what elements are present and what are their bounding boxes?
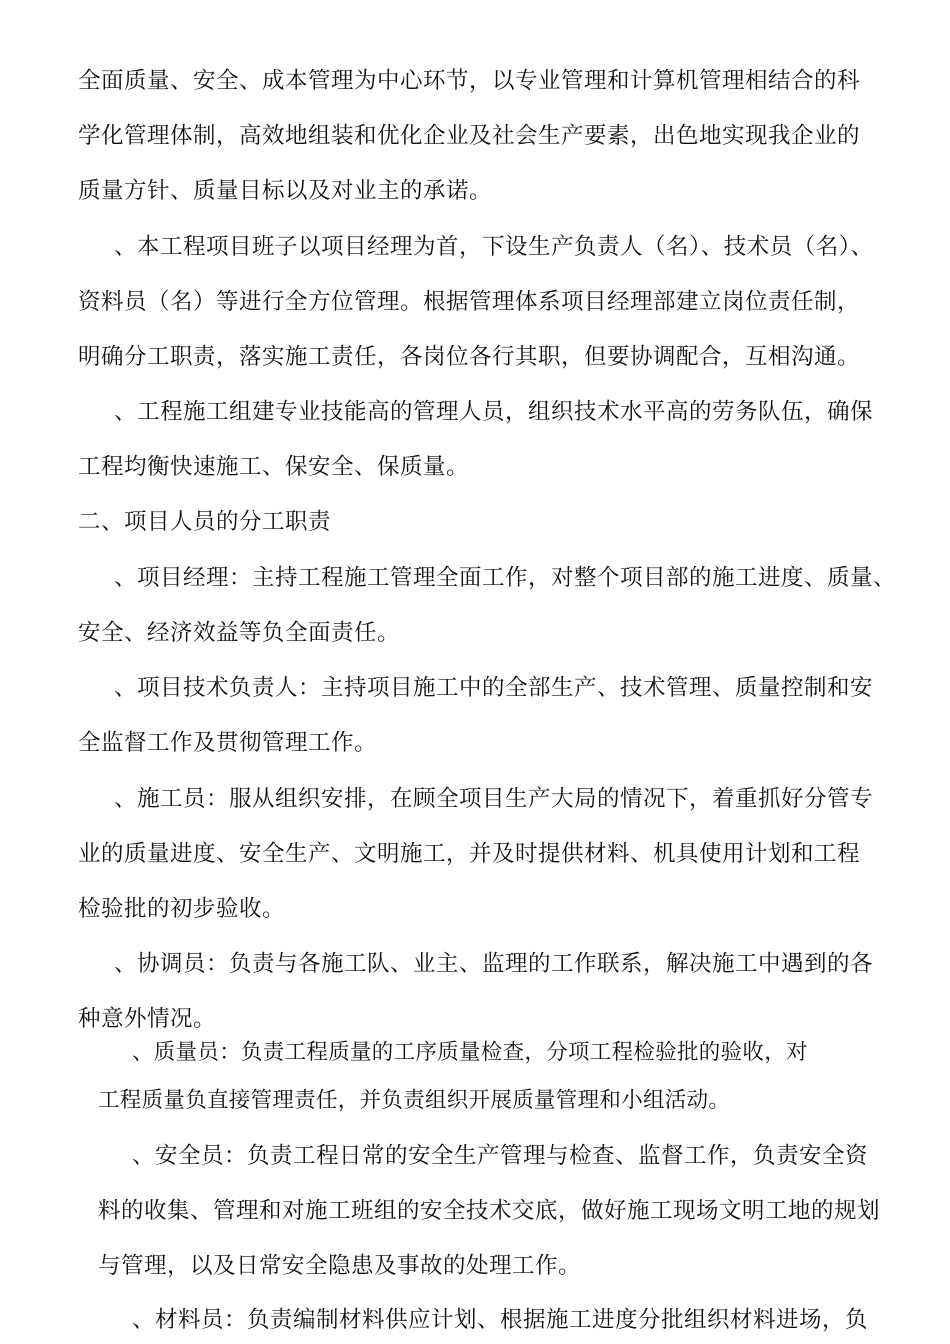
text-line-6: 明确分工职责，落实施工责任，各岗位各行其职，但要协调配合，互相沟通。 xyxy=(78,344,861,370)
text-line-21: 、安全员：负责工程日常的安全生产管理与检查、监督工作，负责安全资 xyxy=(132,1143,869,1169)
text-line-13: 全监督工作及贯彻管理工作。 xyxy=(78,730,378,756)
text-line-10: 、项目经理：主持工程施工管理全面工作，对整个项目部的施工进度、质量、 xyxy=(114,565,897,591)
text-line-7: 、工程施工组建专业技能高的管理人员，组织技术水平高的劳务队伍，确保 xyxy=(114,399,874,425)
text-line-17: 、协调员：负责与各施工队、业主、监理的工作联系，解决施工中遇到的各 xyxy=(114,951,874,977)
text-line-16: 检验批的初步验收。 xyxy=(78,896,286,922)
text-line-23: 与管理，以及日常安全隐患及事故的处理工作。 xyxy=(98,1253,582,1279)
text-line-12: 、项目技术负责人：主持项目施工中的全部生产、技术管理、质量控制和安 xyxy=(114,675,874,701)
text-line-22: 料的收集、管理和对施工班组的安全技术交底，做好施工现场文明工地的规划 xyxy=(98,1198,881,1224)
text-line-19: 、质量员：负责工程质量的工序质量检查，分项工程检验批的验收，对 xyxy=(132,1040,808,1065)
text-line-14: 、施工员：服从组织安排，在顾全项目生产大局的情况下，着重抓好分管专 xyxy=(114,786,874,812)
text-line-3: 质量方针、质量目标以及对业主的承诺。 xyxy=(78,178,493,204)
text-line-24: 、材料员：负责编制材料供应计划、根据施工进度分批组织材料进场，负 xyxy=(132,1307,869,1333)
text-line-1: 全面质量、安全、成本管理为中心环节，以专业管理和计算机管理相结合的科 xyxy=(78,68,861,94)
text-line-4: 、本工程项目班子以项目经理为首，下设生产负责人（名）、技术员（名）、 xyxy=(114,234,874,260)
text-line-8: 工程均衡快速施工、保安全、保质量。 xyxy=(78,454,470,480)
text-line-11: 安全、经济效益等负全面责任。 xyxy=(78,620,401,646)
text-line-2: 学化管理体制，高效地组装和优化企业及社会生产要素，出色地实现我企业的 xyxy=(78,123,861,149)
text-line-5: 资料员（名）等进行全方位管理。根据管理体系项目经理部建立岗位责任制， xyxy=(78,289,861,315)
text-line-20: 工程质量负直接管理责任，并负责组织开展质量管理和小组活动。 xyxy=(98,1088,731,1113)
text-line-15: 业的质量进度、安全生产、文明施工，并及时提供材料、机具使用计划和工程 xyxy=(78,841,861,867)
section-heading: 二、项目人员的分工职责 xyxy=(78,509,332,535)
text-line-18: 种意外情况。 xyxy=(78,1006,217,1032)
